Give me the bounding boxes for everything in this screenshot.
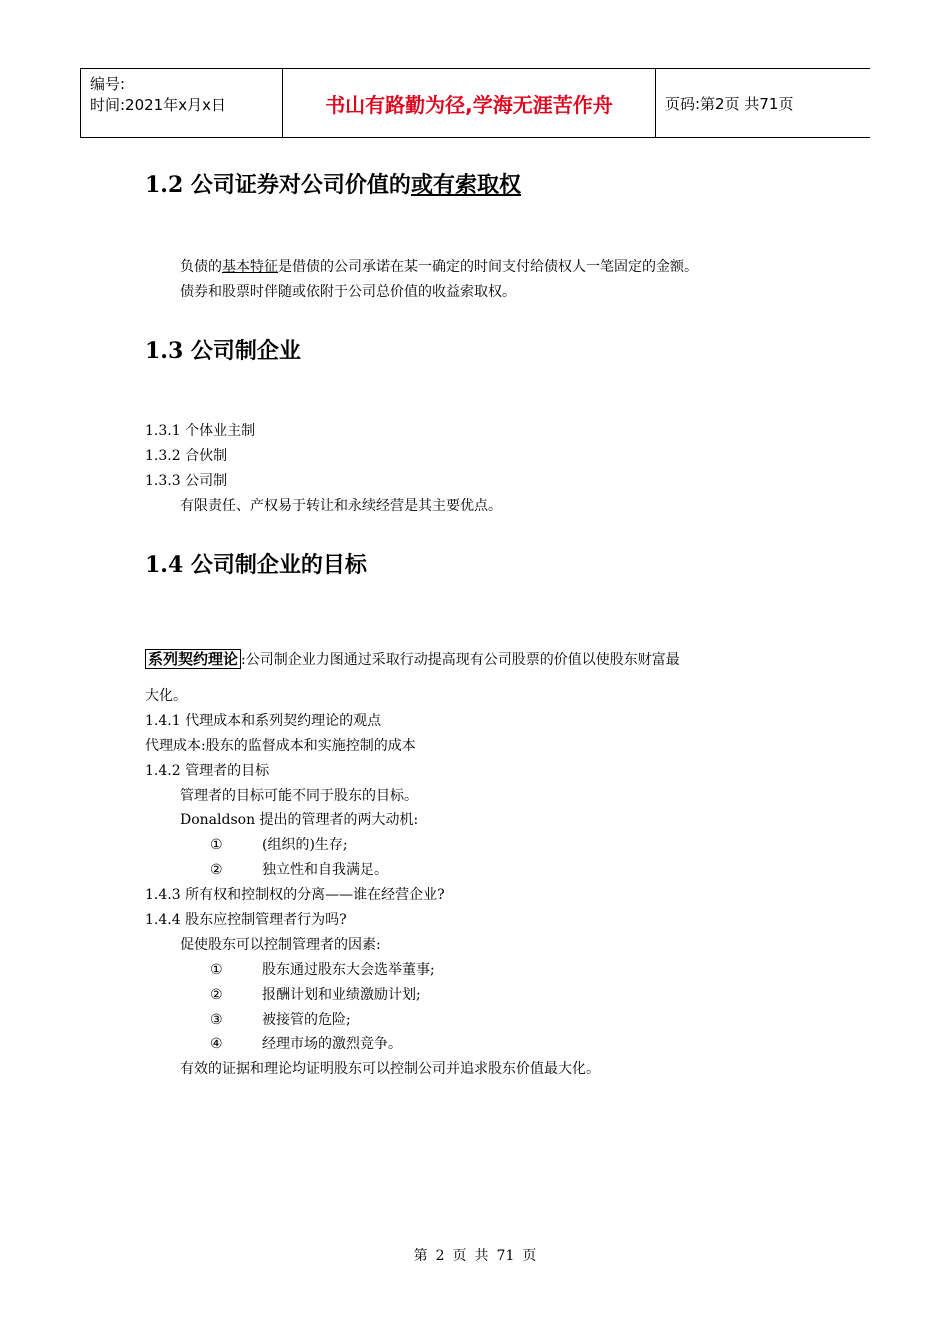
paragraph: [180, 257, 698, 277]
paragraph: [145, 649, 680, 670]
header-divider: [655, 69, 656, 137]
list-item: 被接管的危险;: [262, 1012, 351, 1028]
header-left-cell: [90, 74, 226, 116]
list-marker: ②: [210, 987, 223, 1003]
paragraph: 大化。: [145, 688, 187, 704]
header-divider: [80, 69, 81, 137]
list-item: 独立性和自我满足。: [262, 862, 388, 878]
paragraph-text: 是借债的公司承诺在某一确定的时间支付给债权人一笔固定的金额。: [278, 259, 698, 275]
subsection-1-4-1: 1.4.1 代理成本和系列契约理论的观点: [145, 713, 382, 729]
subsection-1-4-2: 1.4.2 管理者的目标: [145, 763, 270, 779]
list-marker: ①: [210, 962, 223, 978]
footer-text: 页: [452, 1248, 467, 1264]
paragraph: 债券和股票时伴随或依附于公司总价值的收益索取权。: [180, 284, 516, 300]
subsection-1-3-1: 1.3.1 个体业主制: [145, 423, 256, 439]
header-page-label: 页码:第2页 共71页: [665, 94, 794, 113]
section-1-2-title-underlined: 或有索取权: [410, 172, 521, 198]
list-item: 经理市场的激烈竞争。: [262, 1036, 402, 1052]
header-motto: 书山有路勤为径,学海无涯苦作舟: [325, 92, 613, 117]
header-number-label: 编号:: [90, 75, 126, 93]
list-item: (组织的)生存;: [262, 837, 348, 853]
subsection-1-3-2: 1.3.2 合伙制: [145, 448, 228, 464]
subsection-1-4-4: 1.4.4 股东应控制管理者行为吗?: [145, 912, 347, 928]
section-1-3-title: 1.3 公司制企业: [145, 338, 301, 364]
paragraph: 有限责任、产权易于转让和永续经营是其主要优点。: [180, 498, 502, 514]
header-time-label: 时间:2021年x月x日: [90, 96, 226, 114]
header-table: [80, 68, 870, 138]
list-item: 报酬计划和业绩激励计划;: [262, 987, 421, 1003]
footer-text: 页: [522, 1248, 537, 1264]
subsection-1-3-3: 1.3.3 公司制: [145, 473, 228, 489]
paragraph: 代理成本:股东的监督成本和实施控制的成本: [145, 738, 416, 754]
list-item: 股东通过股东大会选举董事;: [262, 962, 435, 978]
list-marker: ①: [210, 837, 223, 853]
footer-text: 第: [413, 1248, 428, 1264]
paragraph: 促使股东可以控制管理者的因素:: [180, 937, 381, 953]
basic-feature-link[interactable]: 基本特征: [222, 259, 278, 275]
footer-total-pages: 71: [496, 1248, 515, 1264]
paragraph: 有效的证据和理论均证明股东可以控制公司并追求股东价值最大化。: [180, 1061, 600, 1077]
paragraph: 管理者的目标可能不同于股东的目标。: [180, 788, 418, 804]
section-1-2-title: [145, 170, 521, 200]
list-marker: ④: [210, 1036, 223, 1052]
list-marker: ③: [210, 1012, 223, 1028]
page-footer: [0, 1246, 950, 1266]
footer-page-number: 2: [435, 1248, 445, 1264]
paragraph-text: 负债的: [180, 259, 222, 275]
paragraph-text: :公司制企业力图通过采取行动提高现有公司股票的价值以使股东财富最: [241, 652, 680, 668]
paragraph: Donaldson 提出的管理者的两大动机:: [180, 812, 419, 828]
section-1-2-title-text: 1.2 公司证券对公司价值的: [145, 172, 411, 198]
footer-text: 共: [474, 1248, 489, 1264]
section-1-4-title: 1.4 公司制企业的目标: [145, 552, 367, 578]
subsection-1-4-3: 1.4.3 所有权和控制权的分离——谁在经营企业?: [145, 887, 445, 903]
boxed-term: 系列契约理论: [145, 649, 241, 669]
list-marker: ②: [210, 862, 223, 878]
